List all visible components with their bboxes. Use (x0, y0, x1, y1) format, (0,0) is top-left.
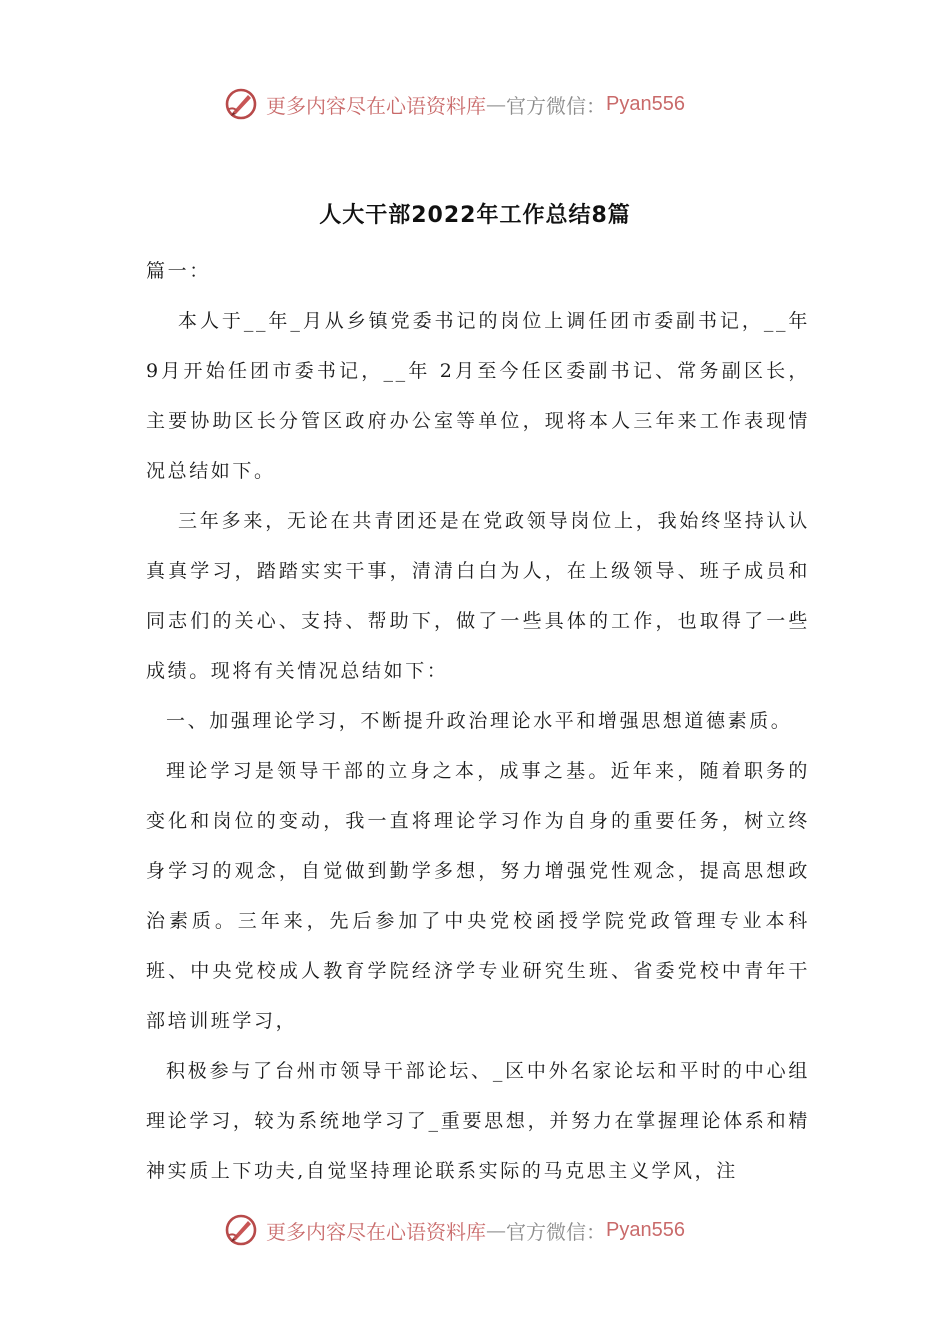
footer-wechat-label: 官方微信： (506, 1219, 606, 1244)
header-slogan: 更多内容尽在心语资料库 (266, 93, 486, 118)
header-wechat-id: Pyan556 (606, 92, 685, 115)
document-title: 人大干部2022年工作总结8篇 (319, 203, 631, 228)
paragraph-4: 积极参与了台州市领导干部论坛、_区中外名家论坛和平时的中心组理论学习，较为系统地学习了_重要思想，并努力在掌握理论体系和精神实质上下功夫,自觉坚持理论联系实际的马克思主义学风，注 (146, 1060, 810, 1182)
footer-separator: — (486, 1218, 506, 1242)
paragraph-1: 本人于__年_月从乡镇党委书记的岗位上调任团市委副书记，__年 9月开始任团市委书记，__年 2月至今任区委副书记、常务副区长，主要协助区长分管区政府办公室等单位，现将本人三年来工作表现情况总结如下。 (146, 310, 810, 482)
section-label: 篇一： (146, 260, 211, 282)
header-wechat-label: 官方微信： (506, 93, 606, 118)
pen-logo-icon (224, 1213, 258, 1247)
document-body (146, 246, 810, 1196)
footer-wechat-id: Pyan556 (606, 1218, 685, 1241)
header-separator: — (486, 92, 506, 116)
header-banner (224, 84, 685, 124)
paragraph-2: 三年多来，无论在共青团还是在党政领导岗位上，我始终坚持认认真真学习，踏踏实实干事，清清白白为人，在上级领导、班子成员和同志们的关心、支持、帮助下，做了一些具体的工作，也取得了一些成绩。现将有关情况总结如下： (146, 510, 810, 682)
footer-banner (224, 1210, 685, 1250)
pen-logo-icon (224, 87, 258, 121)
footer-slogan: 更多内容尽在心语资料库 (266, 1219, 486, 1244)
paragraph-heading-1: 一、加强理论学习，不断提升政治理论水平和增强思想道德素质。 (166, 710, 793, 732)
paragraph-3: 理论学习是领导干部的立身之本，成事之基。近年来，随着职务的变化和岗位的变动，我一直将理论学习作为自身的重要任务，树立终身学习的观念，自觉做到勤学多想，努力增强党性观念，提高思想政治素质。三年来，先后参加了中央党校函授学院党政管理专业本科班、中央党校成人教育学院经济学专业研究生班、省委党校中青年干部培训班学习， (146, 760, 810, 1032)
